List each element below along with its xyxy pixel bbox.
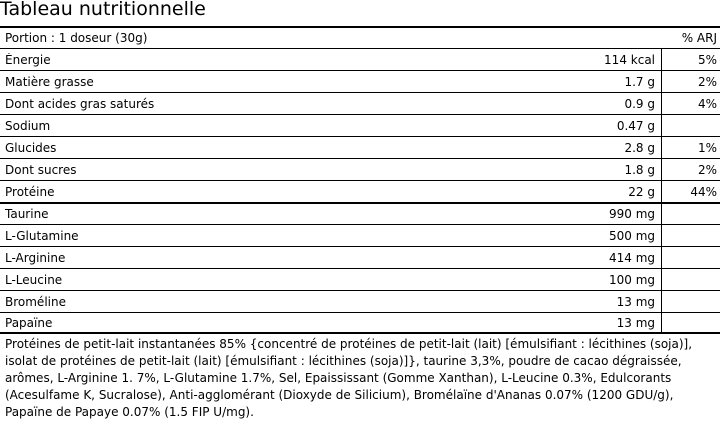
table-row [0,268,720,290]
row-label: Broméline [5,294,66,309]
table-row [0,158,720,180]
row-pct: 2% [697,162,717,177]
table-row [0,70,720,92]
row-amount: 0.9 g [595,93,662,114]
row-amount: 22 g [595,181,662,202]
header-amount-cell [595,28,662,48]
row-amount: 414 mg [595,247,662,268]
row-amount: 1.7 g [595,71,662,92]
row-amount: 114 kcal [595,49,662,70]
row-amount: 990 mg [595,204,662,224]
table-row [0,92,720,114]
table-row [0,48,720,70]
portion-label: Portion : 1 doseur (30g) [5,31,148,45]
row-label: Dont acides gras saturés [5,96,155,111]
row-label: Dont sucres [5,162,77,177]
row-label: L-Arginine [5,250,66,265]
row-pct: 4% [697,96,717,111]
row-label: Matière grasse [5,74,94,89]
table-row [0,136,720,158]
row-label: Protéine [5,184,55,199]
row-label: L-Leucine [5,272,63,287]
table-row [0,114,720,136]
row-amount: 2.8 g [595,137,662,158]
row-label: Taurine [5,207,49,221]
row-label: Énergie [5,52,51,67]
row-amount: 500 mg [595,225,662,246]
row-pct: 1% [697,140,717,155]
nutrition-table [0,26,720,334]
row-amount: 13 mg [595,313,662,332]
pct-arj-header: % ARJ [681,31,717,45]
row-pct: 44% [690,184,717,199]
row-label: Sodium [5,118,51,133]
table-row [0,180,720,202]
table-row [0,290,720,312]
row-amount: 1.8 g [595,159,662,180]
table-row [0,312,720,334]
table-row [0,202,720,224]
table-row [0,224,720,246]
row-label: L-Glutamine [5,228,79,243]
row-label: Glucides [5,140,57,155]
table-header-row [0,26,720,48]
row-label: Papaïne [5,315,53,330]
row-pct: 5% [697,52,717,67]
row-amount: 0.47 g [595,115,662,136]
table-row [0,246,720,268]
row-pct: 2% [697,74,717,89]
page-title: Tableau nutritionnelle [0,0,206,20]
ingredients-text: Protéines de petit-lait instantanées 85% {concentré de protéines de petit-lait (lait) [émulsifiant : lécithines (soja)], isolat de protéines de petit-lait (lait) [émulsifiant : lécithines (soja)]}, taurine 3,3%, poudre de cacao dégraissée, arômes, L-Arginine 1. 7%, L-Glutamine 1.7%, Sel, Epaississant (Gomme Xanthan), L-Leucine 0.3%, Edulcorants (Acesulfame K, Sucralose), Anti-agglomérant (Dioxyde de Silicium), Bromélaïne d'Ananas 0.07% (1200 GDU/g), Papaïne de Papaye 0.07% (1.5 FIP U/mg). [5,337,693,419]
row-amount: 13 mg [595,291,662,312]
row-amount: 100 mg [595,269,662,290]
